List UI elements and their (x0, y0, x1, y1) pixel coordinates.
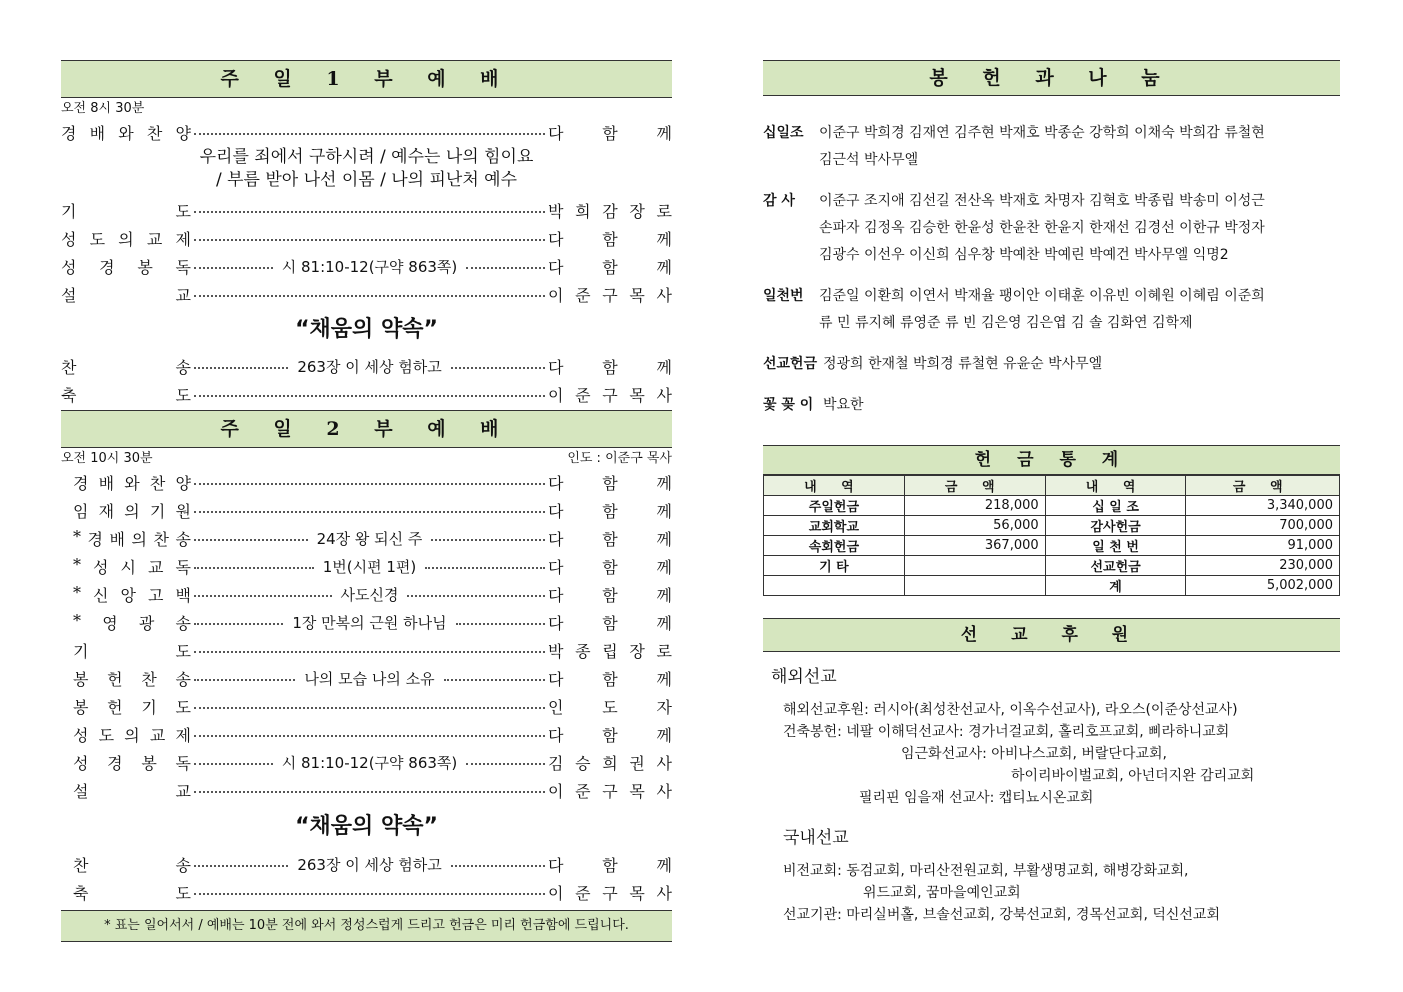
leader-dots (194, 567, 314, 569)
order-content: 24장 왕 되신 주 (316, 529, 423, 548)
stats-category-cell: 기 타 (764, 556, 905, 576)
table-row (764, 496, 1340, 516)
donor-names: 김준일 이환희 이연서 박재율 팽이안 이태훈 이유빈 이혜원 이혜림 이준희 (819, 288, 1265, 304)
donor-names: 이준구 박희경 김재연 김주현 박재호 박종순 강학희 이채숙 박희감 류철현 (819, 125, 1265, 141)
order-row (73, 468, 672, 496)
leader-dots (194, 295, 545, 297)
order-person: 다 함 께 (548, 501, 672, 521)
order-person: 다 함 께 (548, 473, 672, 493)
leader-dots (425, 567, 545, 569)
overseas-mission-heading: 해외선교 (771, 667, 837, 687)
order-content: 시 81:10-12(구약 863쪽) (281, 753, 458, 772)
order-label: 경 배 와 찬 양 (73, 473, 191, 493)
worship2-info (61, 448, 672, 468)
stats-header: 내 역 (764, 476, 905, 496)
order-row (61, 352, 672, 380)
stats-title: 헌 금 통 계 (763, 445, 1340, 475)
stats-amount-cell: 367,000 (904, 536, 1045, 556)
worship2-order-list (61, 468, 672, 804)
leader-dots (194, 893, 545, 895)
offering-group (763, 120, 1340, 174)
order-person: 다 함 께 (548, 257, 672, 277)
leader-dots (444, 679, 545, 681)
order-content: 1장 만복의 근원 하나님 (292, 613, 447, 632)
order-person: 다 함 께 (548, 357, 672, 377)
order-label: 경 배 와 찬 양 (61, 123, 191, 143)
notice-banner: * 표는 일어서서 / 예배는 10분 전에 와서 정성스럽게 드리고 헌금은 미리 헌금함에 드립니다. (61, 910, 672, 942)
leader-dots (194, 791, 545, 793)
stats-amount-cell: 230,000 (1186, 556, 1340, 576)
order-row (73, 692, 672, 720)
order-row (73, 608, 672, 636)
leader-dots (194, 763, 273, 765)
order-person: 이 준 구 목 사 (548, 781, 672, 801)
order-row (61, 280, 672, 308)
order-person: 다 함 께 (548, 855, 672, 875)
leader-dots (194, 133, 545, 135)
leader-dots (451, 367, 545, 369)
order-person: 다 함 께 (548, 229, 672, 249)
leader-dots (194, 679, 295, 681)
leader-dots (194, 211, 545, 213)
offering-column (763, 60, 1340, 926)
order-row (73, 748, 672, 776)
worship1-order-list-2 (61, 196, 672, 308)
offering-group (763, 188, 1340, 269)
order-person: 다 함 께 (548, 557, 672, 577)
worship2-leader: 인도 : 이준구 목사 (567, 451, 672, 466)
stats-header: 금 액 (1186, 476, 1340, 496)
offering-group (763, 283, 1340, 337)
order-row (73, 850, 672, 878)
order-row (61, 380, 672, 408)
leader-dots (194, 539, 308, 541)
domestic-mission-list (763, 860, 1340, 926)
order-row (73, 720, 672, 748)
stats-category-cell: 계 (1045, 576, 1186, 596)
order-row (61, 196, 672, 224)
stats-amount-cell: 700,000 (1186, 516, 1340, 536)
overseas-mission-line: 임근화선교사: 아비나스교회, 버랄단다교회, (901, 746, 1167, 762)
stats-header: 내 역 (1045, 476, 1186, 496)
order-person: 인 도 자 (548, 697, 672, 717)
order-person: 이 준 구 목 사 (548, 385, 672, 405)
stats-category-cell (764, 576, 905, 596)
stats-amount-cell: 91,000 (1186, 536, 1340, 556)
stats-amount-cell: 5,002,000 (1186, 576, 1340, 596)
leader-dots (431, 539, 545, 541)
order-content: 시 81:10-12(구약 863쪽) (281, 257, 458, 276)
order-content: 나의 모습 나의 소유 (304, 669, 435, 688)
donor-names: 정광희 한재철 박희경 류철현 유윤순 박사무엘 (823, 356, 1103, 372)
leader-dots (194, 239, 545, 241)
order-label: 설 교 (61, 285, 191, 305)
domestic-mission-heading: 국내선교 (783, 828, 849, 848)
order-label: 축 도 (73, 883, 191, 903)
leader-dots (194, 395, 545, 397)
worship2-time: 오전 10시 30분 (61, 451, 153, 466)
order-label: 성 경 봉 독 (61, 257, 191, 277)
stats-amount-cell: 56,000 (904, 516, 1045, 536)
stats-amount-cell (904, 556, 1045, 576)
donor-names: 김근석 박사무엘 (819, 152, 919, 168)
order-content: 263장 이 세상 험하고 (297, 357, 442, 376)
overseas-mission-line: 해외선교후원: 러시아(최성찬선교사, 이옥수선교사), 라오스(이준상선교사) (783, 702, 1238, 718)
leader-dots (466, 763, 545, 765)
donor-names: 박요한 (823, 397, 864, 413)
order-content: 사도신경 (340, 585, 399, 604)
worship1-closing-list (61, 352, 672, 408)
offering-list (763, 120, 1340, 419)
order-label: 설 교 (73, 781, 191, 801)
stats-amount-cell: 3,340,000 (1186, 496, 1340, 516)
offering-category: 꽃 꽂 이 (763, 397, 814, 413)
order-label: 성 경 봉 독 (73, 753, 191, 773)
stats-category-cell: 속회헌금 (764, 536, 905, 556)
offering-category: 십일조 (763, 125, 804, 141)
order-row (73, 496, 672, 524)
order-person: 이 준 구 목 사 (548, 883, 672, 903)
lyrics-line-1: 우리를 죄에서 구하시려 / 예수는 나의 힘이요 (199, 147, 534, 167)
order-row (73, 878, 672, 906)
order-label: 찬 송 (61, 357, 191, 377)
stats-category-cell: 일 천 번 (1045, 536, 1186, 556)
leader-dots (194, 367, 288, 369)
leader-dots (194, 735, 545, 737)
domestic-mission-line: 선교기관: 마리실버홀, 브솔선교회, 강북선교회, 경목선교회, 덕신선교회 (783, 907, 1220, 923)
order-content: 1번(시편 1편) (322, 557, 417, 576)
order-label: 봉 헌 찬 송 (73, 669, 191, 689)
worship1-title: 주 일 1 부 예 배 (61, 60, 672, 98)
order-person: 다 함 께 (548, 725, 672, 745)
order-person: 다 함 께 (548, 613, 673, 633)
order-person: 김 승 희 권 사 (548, 753, 672, 773)
overseas-mission-line: 필리핀 임을재 선교사: 캡티뇨시온교회 (859, 790, 1094, 806)
donor-names: 김광수 이선우 이신희 심우창 박예찬 박예린 박예건 박사무엘 익명2 (819, 247, 1229, 263)
worship2-closing-list (61, 850, 672, 906)
order-person: 다 함 께 (548, 669, 673, 689)
overseas-mission-list (763, 699, 1340, 809)
worship2-title: 주 일 2 부 예 배 (61, 410, 672, 448)
order-person: 다 함 께 (548, 529, 672, 549)
offering-title: 봉 헌 과 나 눔 (763, 60, 1340, 96)
leader-dots (194, 267, 273, 269)
order-label: 성 도 의 교 제 (61, 229, 191, 249)
order-row (73, 664, 672, 692)
order-row (61, 252, 672, 280)
stats-category-cell: 감사헌금 (1045, 516, 1186, 536)
leader-dots (194, 511, 545, 513)
domestic-mission-line: 위드교회, 꿈마을예인교회 (863, 885, 1021, 901)
order-label: 임 재 의 기 원 (73, 501, 191, 521)
offering-stats-table (763, 475, 1340, 596)
donor-names: 손파자 김정옥 김승한 한윤성 한윤찬 한윤지 한재선 김경선 이한규 박정자 (819, 220, 1265, 236)
order-label: 찬 송 (73, 855, 191, 875)
order-label: * 신 앙 고 백 (73, 582, 191, 605)
stats-amount-cell: 218,000 (904, 496, 1045, 516)
leader-dots (194, 595, 332, 597)
leader-dots (451, 865, 545, 867)
order-row (73, 776, 672, 804)
order-row (73, 524, 672, 552)
order-row (61, 224, 672, 252)
stats-amount-cell (904, 576, 1045, 596)
order-label: 기 도 (73, 641, 191, 661)
order-label: 봉 헌 기 도 (73, 697, 191, 717)
order-row (73, 636, 672, 664)
leader-dots (194, 483, 545, 485)
overseas-mission-line: 건축봉헌: 네팔 이해덕선교사: 경가너걸교회, 홀리호프교회, 삐라하니교회 (783, 724, 1230, 740)
stats-category-cell: 교회학교 (764, 516, 905, 536)
order-content: 263장 이 세상 험하고 (297, 855, 442, 874)
table-row (764, 576, 1340, 596)
mission-title: 선 교 후 원 (763, 618, 1340, 652)
worship1-order-list (61, 118, 672, 146)
stats-category-cell: 주일헌금 (764, 496, 905, 516)
offering-category: 선교헌금 (763, 356, 818, 372)
order-label: 성 도 의 교 제 (73, 725, 191, 745)
worship-column (61, 60, 672, 942)
order-person: 박 희 감 장 로 (548, 201, 672, 221)
order-row (73, 580, 672, 608)
order-row (73, 552, 672, 580)
leader-dots (407, 595, 545, 597)
offering-category: 감 사 (763, 193, 795, 209)
sermon-title: “채움의 약속” (295, 317, 438, 342)
offering-group (763, 351, 1340, 378)
donor-names: 이준구 조지애 김선길 전산옥 박재호 차명자 김혁호 박종립 박송미 이성근 (819, 193, 1265, 209)
mission-section (763, 662, 1340, 926)
order-person: 박 종 립 장 로 (548, 641, 672, 661)
offering-category: 일천번 (763, 288, 804, 304)
order-person: 이 준 구 목 사 (548, 285, 672, 305)
worship1-time: 오전 8시 30분 (61, 101, 145, 116)
stats-category-cell: 십 일 조 (1045, 496, 1186, 516)
order-label: * 경 배 의 찬 송 (73, 526, 191, 549)
leader-dots (194, 651, 545, 653)
leader-dots (466, 267, 545, 269)
stats-category-cell: 선교헌금 (1045, 556, 1186, 576)
donor-names: 류 민 류지혜 류영준 류 빈 김은영 김은엽 김 솔 김화연 김학제 (819, 315, 1193, 331)
order-label: 기 도 (61, 201, 191, 221)
leader-dots (194, 865, 288, 867)
domestic-mission-line: 비전교회: 동검교회, 마리산전원교회, 부활생명교회, 해병강화교회, (783, 863, 1189, 879)
leader-dots (194, 707, 545, 709)
stats-header: 금 액 (904, 476, 1045, 496)
table-row (764, 516, 1340, 536)
order-row (61, 118, 672, 146)
leader-dots (456, 623, 545, 625)
sermon-title-2: “채움의 약속” (295, 814, 438, 839)
order-label: * 성 시 교 독 (73, 554, 191, 577)
table-row (764, 556, 1340, 576)
order-label: * 영 광 송 (73, 610, 191, 633)
order-person: 다 함 께 (548, 585, 672, 605)
offering-group (763, 392, 1340, 419)
order-person: 다 함 께 (548, 123, 672, 143)
lyrics-line-2: / 부름 받아 나선 이몸 / 나의 피난처 예수 (215, 170, 517, 190)
leader-dots (194, 623, 283, 625)
overseas-mission-line: 하이리바이벌교회, 아넌더지완 감리교회 (1011, 768, 1255, 784)
order-label: 축 도 (61, 385, 191, 405)
table-row (764, 536, 1340, 556)
